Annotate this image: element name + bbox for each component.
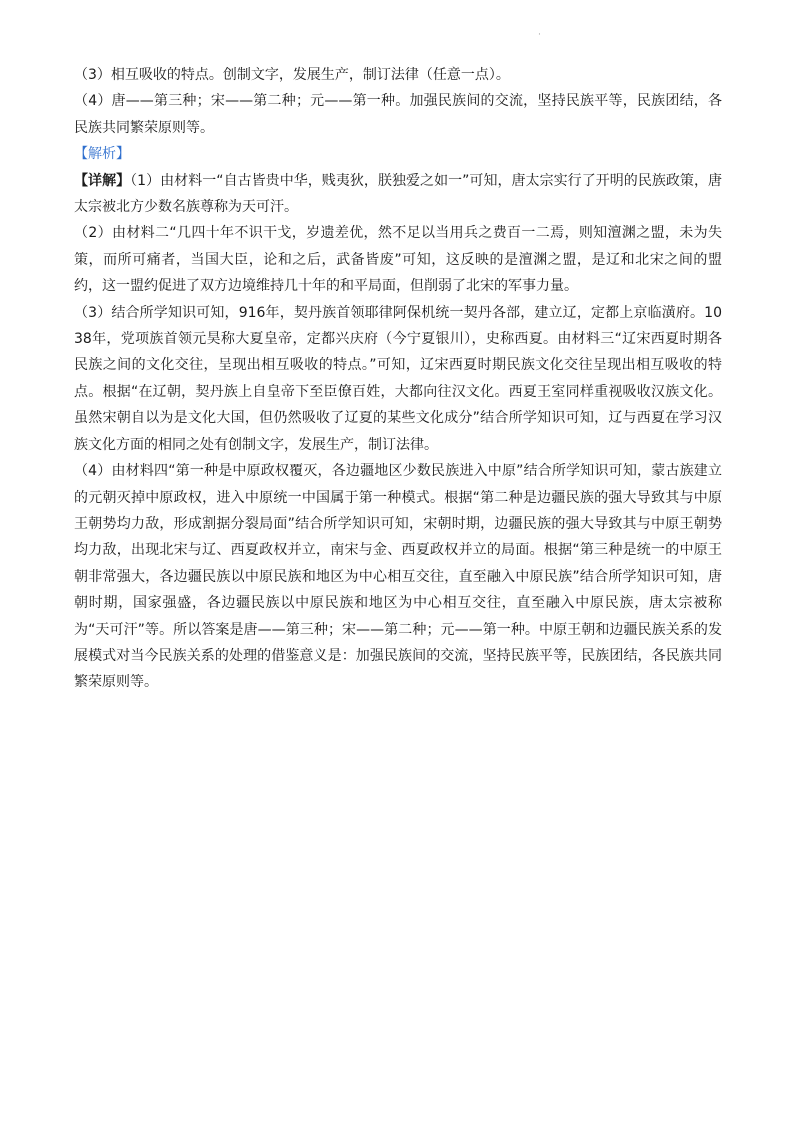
corner-mark: · [538, 30, 541, 40]
answer-content [74, 62, 722, 696]
explanation-3: （3）结合所学知识可知，916年，契丹族首领耶律阿保机统一契丹各部，建立辽，定都上京临潢府。1038年，党项族首领元昊称大夏皇帝，定都兴庆府（今宁夏银川），史称西夏。由材料三“辽宋西夏时期各民族之间的文化交往，呈现出相互吸收的特点。”可知，辽宋西夏时期民族文化交往呈现出相互吸收的特点。根据“在辽朝，契丹族上自皇帝下至臣僚百姓，大都向往汉文化。西夏王室同样重视吸收汉族文化。虽然宋朝自以为是文化大国，但仍然吸收了辽夏的某些文化成分”结合所学知识可知，辽与西夏在学习汉族文化方面的相同之处有创制文字，发展生产，制订法律。 [74, 304, 722, 453]
explanation-4: （4）由材料四“第一种是中原政权覆灭，各边疆地区少数民族进入中原”结合所学知识可知，蒙古族建立的元朝灭掉中原政权，进入中原统一中国属于第一种模式。根据“第二种是边疆民族的强大导致其与中原王朝势均力敌，形成割据分裂局面”结合所学知识可知，宋朝时期，边疆民族的强大导致其与中原王朝势均力敌，出现北宋与辽、西夏政权并立，南宋与金、西夏政权并立的局面。根据“第三种是统一的中原王朝非常强大，各边疆民族以中原民族和地区为中心相互交往，直至融入中原民族”结合所学知识可知，唐朝时期，国家强盛，各边疆民族以中原民族和地区为中心相互交往，直至融入中原民族，唐太宗被称为“天可汗”等。所以答案是唐——第三种；宋——第二种；元——第一种。中原王朝和边疆民族关系的发展模式对当今民族关系的处理的借鉴意义是：加强民族间的交流，坚持民族平等，民族团结，各民族共同繁荣原则等。 [74, 463, 722, 691]
explanation-2: （2）由材料二“几四十年不识干戈，岁遗差优，然不足以当用兵之费百一二焉，则知澶渊之盟，未为失策，而所可痛者，当国大臣，论和之后，武备皆废”可知，这反映的是澶渊之盟，是辽和北宋之间的盟约，这一盟约促进了双方边境维持几十年的和平局面，但削弱了北宋的军事力量。 [74, 225, 722, 295]
explanation-1-text: （1）由材料一“自古皆贵中华，贱夷狄，朕独爱之如一”可知，唐太宗实行了开明的民族政策，唐太宗被北方少数名族尊称为天可汗。 [74, 172, 722, 216]
jiexi-heading [74, 141, 722, 167]
answer-4: （4）唐——第三种；宋——第二种；元——第一种。加强民族间的交流，坚持民族平等，民族团结，各民族共同繁荣原则等。 [74, 93, 722, 136]
answer-3: （3）相互吸收的特点。创制文字，发展生产，制订法律（任意一点）。 [74, 67, 510, 83]
jiexi-label: 【解析】 [74, 146, 130, 163]
xiangjie-label: 【详解】 [74, 172, 131, 189]
explanation-1 [74, 168, 722, 221]
